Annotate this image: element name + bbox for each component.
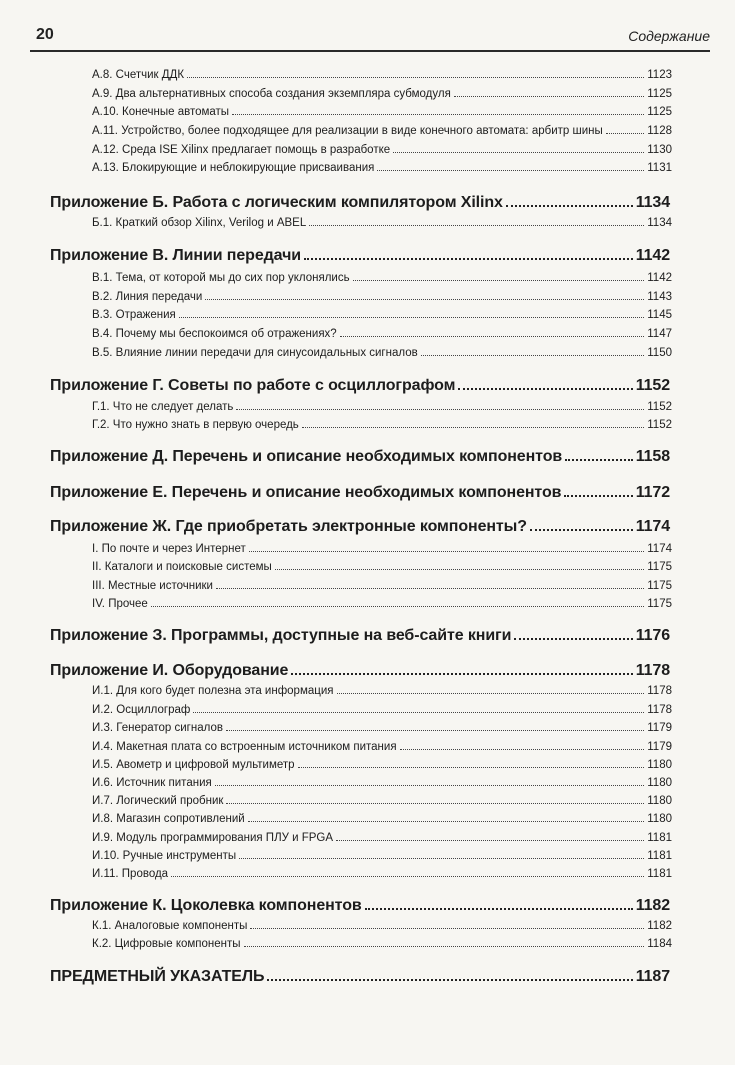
- toc-title: И.1. Для кого будет полезна эта информация: [92, 685, 334, 697]
- toc-title: В.1. Тема, от которой мы до сих пор уклонялись: [92, 272, 350, 284]
- toc-page-number: 1178: [647, 685, 672, 697]
- dot-leader: [250, 927, 644, 929]
- toc-entry: [92, 286, 672, 303]
- toc-title: Приложение К. Цоколевка компонентов: [50, 897, 362, 914]
- toc-entry: [92, 717, 672, 734]
- toc-title: И.11. Провода: [92, 868, 169, 880]
- toc-entry: [92, 845, 672, 862]
- dot-leader: [248, 820, 645, 822]
- toc-title: В.2. Линия передачи: [92, 291, 203, 303]
- toc-page-number: 1130: [647, 144, 672, 156]
- toc-page-number: 1179: [647, 722, 672, 734]
- toc-title: К.2. Цифровые компоненты: [92, 938, 241, 950]
- toc-title: II. Каталоги и поисковые системы: [92, 561, 272, 573]
- toc-entry: [92, 538, 672, 555]
- toc-title: А.13. Блокирующие и неблокирующие присваивания: [92, 162, 375, 174]
- dot-leader: [215, 784, 645, 786]
- toc-page-number: 1181: [647, 850, 672, 862]
- toc-entry: [92, 863, 672, 880]
- toc-page-number: 1175: [647, 561, 672, 573]
- dot-leader: [454, 95, 644, 97]
- dot-leader: [304, 257, 633, 260]
- toc-entry: [92, 157, 672, 174]
- toc-entry: [92, 267, 672, 284]
- dot-leader: [226, 802, 644, 804]
- dot-leader: [298, 766, 645, 768]
- dot-leader: [353, 279, 645, 281]
- toc-page-number: 1123: [647, 69, 672, 81]
- toc-title: Г.2. Что нужно знать в первую очередь: [92, 419, 299, 431]
- toc-page-number: 1181: [647, 832, 672, 844]
- toc-entry: [92, 680, 672, 697]
- toc-title: А.8. Счетчик ДДК: [92, 69, 185, 81]
- page-number: 20: [36, 26, 54, 43]
- toc-entry: [92, 120, 672, 137]
- toc-entry: [92, 772, 672, 789]
- toc-title: Приложение З. Программы, доступные на веб-сайте книги: [50, 627, 512, 644]
- dot-leader: [506, 204, 633, 207]
- toc-page-number: 1145: [647, 309, 672, 321]
- toc-chapter: [50, 964, 670, 986]
- toc-page-number: 1134: [635, 194, 670, 211]
- toc-page-number: 1128: [647, 125, 672, 137]
- toc-title: IV. Прочее: [92, 598, 148, 610]
- toc-title: III. Местные источники: [92, 580, 213, 592]
- toc-chapter: [50, 623, 670, 645]
- toc-chapter: [50, 190, 670, 212]
- toc-entry: [92, 575, 672, 592]
- dot-leader: [393, 151, 644, 153]
- toc-title: Приложение Г. Советы по работе с осциллографом: [50, 377, 456, 394]
- toc-title: И.8. Магазин сопротивлений: [92, 813, 245, 825]
- dot-leader: [275, 568, 644, 570]
- toc-entry: [92, 414, 672, 431]
- toc-chapter: [50, 444, 670, 466]
- toc-page-number: 1147: [647, 328, 672, 340]
- toc-entry: [92, 736, 672, 753]
- toc-page-number: 1180: [647, 795, 672, 807]
- toc-chapter: [50, 480, 670, 502]
- toc-entry: [92, 933, 672, 950]
- dot-leader: [564, 494, 632, 497]
- toc-title: В.3. Отражения: [92, 309, 176, 321]
- toc-page-number: 1178: [647, 704, 672, 716]
- dot-leader: [514, 637, 632, 640]
- dot-leader: [179, 316, 645, 318]
- dot-leader: [365, 907, 633, 910]
- toc-entry: [92, 790, 672, 807]
- toc-entry: [92, 101, 672, 118]
- toc-title: И.7. Логический пробник: [92, 795, 224, 807]
- dot-leader: [336, 839, 644, 841]
- toc-page-number: 1142: [635, 247, 670, 264]
- toc-page-number: 1180: [647, 759, 672, 771]
- toc-entry: [92, 139, 672, 156]
- dot-leader: [267, 978, 632, 981]
- toc-page-number: 1172: [635, 484, 670, 501]
- toc-page-number: 1152: [647, 419, 672, 431]
- dot-leader: [309, 224, 644, 226]
- toc-entry: [92, 827, 672, 844]
- toc-page-number: 1142: [647, 272, 672, 284]
- toc-chapter: [50, 243, 670, 265]
- toc-entry: [92, 593, 672, 610]
- dot-leader: [171, 875, 644, 877]
- dot-leader: [216, 587, 644, 589]
- dot-leader: [458, 387, 632, 390]
- toc-title: Приложение Б. Работа с логическим компилятором Xilinx: [50, 194, 503, 211]
- dot-leader: [337, 692, 645, 694]
- dot-leader: [236, 408, 644, 410]
- toc-title: А.10. Конечные автоматы: [92, 106, 230, 118]
- running-title: Содержание: [628, 28, 710, 44]
- toc-title: И.3. Генератор сигналов: [92, 722, 223, 734]
- toc-page-number: 1131: [647, 162, 672, 174]
- toc-entry: [92, 699, 672, 716]
- dot-leader: [187, 76, 644, 78]
- toc-title: А.9. Два альтернативных способа создания экземпляра субмодуля: [92, 88, 451, 100]
- dot-leader: [151, 605, 644, 607]
- toc-title: И.10. Ручные инструменты: [92, 850, 237, 862]
- dot-leader: [400, 748, 645, 750]
- toc-page-number: 1125: [647, 88, 672, 100]
- toc-entry: [92, 342, 672, 359]
- toc-title: Приложение Ж. Где приобретать электронные компоненты?: [50, 518, 527, 535]
- toc-page-number: 1134: [647, 217, 672, 229]
- page-header: [30, 22, 710, 52]
- toc-entry: [92, 304, 672, 321]
- dot-leader: [606, 132, 645, 134]
- toc-entry: [92, 323, 672, 340]
- toc-page-number: 1125: [647, 106, 672, 118]
- dot-leader: [205, 298, 644, 300]
- toc-page-number: 1180: [647, 813, 672, 825]
- toc-title: Приложение И. Оборудование: [50, 662, 289, 679]
- dot-leader: [377, 169, 644, 171]
- dot-leader: [565, 458, 633, 461]
- toc-entry: [92, 915, 672, 932]
- toc-title: Приложение Е. Перечень и описание необходимых компонентов: [50, 484, 562, 501]
- dot-leader: [302, 426, 644, 428]
- dot-leader: [340, 335, 645, 337]
- toc-page-number: 1180: [647, 777, 672, 789]
- toc-title: К.1. Аналоговые компоненты: [92, 920, 248, 932]
- toc-page-number: 1150: [647, 347, 672, 359]
- dot-leader: [530, 528, 633, 531]
- toc-title: А.11. Устройство, более подходящее для реализации в виде конечного автомата: арбитр шины: [92, 125, 603, 137]
- toc-entry: [92, 556, 672, 573]
- toc-title: И.6. Источник питания: [92, 777, 212, 789]
- toc-title: Г.1. Что не следует делать: [92, 401, 234, 413]
- toc-title: И.9. Модуль программирования ПЛУ и FPGA: [92, 832, 334, 844]
- toc-title: Приложение В. Линии передачи: [50, 247, 302, 264]
- toc-title: I. По почте и через Интернет: [92, 543, 246, 555]
- toc-page-number: 1152: [635, 377, 670, 394]
- dot-leader: [232, 113, 644, 115]
- toc-entry: [92, 212, 672, 229]
- toc-entry: [92, 396, 672, 413]
- toc-page-number: 1187: [635, 968, 670, 985]
- toc-chapter: [50, 658, 670, 680]
- toc-entry: [92, 83, 672, 100]
- toc-page-number: 1182: [647, 920, 672, 932]
- toc-page-number: 1158: [635, 448, 670, 465]
- dot-leader: [244, 945, 645, 947]
- toc-page-number: 1181: [647, 868, 672, 880]
- toc-title: ПРЕДМЕТНЫЙ УКАЗАТЕЛЬ: [50, 968, 265, 985]
- toc-title: И.4. Макетная плата со встроенным источником питания: [92, 741, 397, 753]
- dot-leader: [239, 857, 644, 859]
- toc-page-number: 1178: [635, 662, 670, 679]
- toc-entry: [92, 64, 672, 81]
- toc-page-number: 1175: [647, 580, 672, 592]
- dot-leader: [421, 354, 645, 356]
- toc-title: В.4. Почему мы беспокоимся об отражениях?: [92, 328, 337, 340]
- toc-page-number: 1179: [647, 741, 672, 753]
- toc-page-number: 1174: [635, 518, 670, 535]
- toc-page-number: 1143: [647, 291, 672, 303]
- toc-page-number: 1176: [635, 627, 670, 644]
- dot-leader: [249, 550, 645, 552]
- toc-title: Б.1. Краткий обзор Xilinx, Verilog и ABEL: [92, 217, 307, 229]
- dot-leader: [226, 729, 644, 731]
- toc-page-number: 1174: [647, 543, 672, 555]
- dot-leader: [193, 711, 644, 713]
- dot-leader: [291, 672, 632, 675]
- toc-title: И.5. Авометр и цифровой мультиметр: [92, 759, 295, 771]
- toc-title: Приложение Д. Перечень и описание необходимых компонентов: [50, 448, 563, 465]
- toc-page-number: 1175: [647, 598, 672, 610]
- toc-title: В.5. Влияние линии передачи для синусоидальных сигналов: [92, 347, 418, 359]
- toc-chapter: [50, 373, 670, 395]
- toc-entry: [92, 754, 672, 771]
- toc-page-number: 1152: [647, 401, 672, 413]
- toc-title: И.2. Осциллограф: [92, 704, 191, 716]
- toc-title: А.12. Среда ISE Xilinx предлагает помощь в разработке: [92, 144, 391, 156]
- toc-chapter: [50, 893, 670, 915]
- toc-page-number: 1184: [647, 938, 672, 950]
- toc-chapter: [50, 514, 670, 536]
- toc-entry: [92, 808, 672, 825]
- toc-page-number: 1182: [635, 897, 670, 914]
